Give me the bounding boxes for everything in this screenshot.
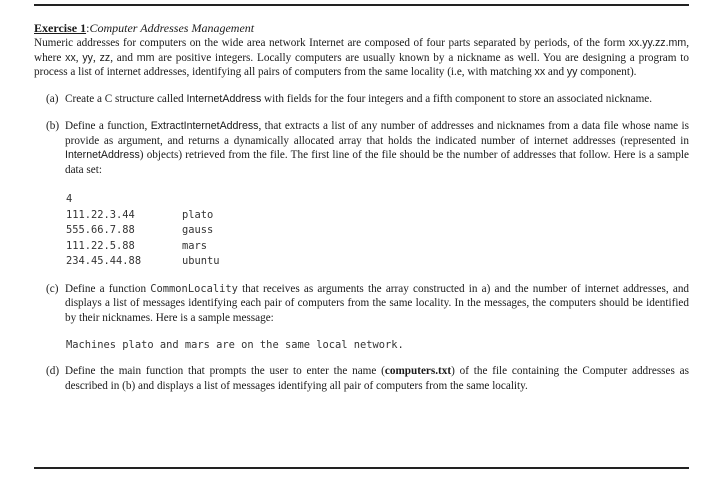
- item-c: [34, 282, 689, 326]
- item-text: with fields for the four integers and a fifth component to store an associated nickname.: [261, 92, 653, 105]
- exercise-topic: Computer Addresses Management: [89, 21, 255, 35]
- data-row: [66, 239, 689, 255]
- field-xx: xx: [534, 66, 546, 78]
- field-yy: yy: [566, 66, 578, 78]
- intro-text: Numeric addresses for computers on the wide area network Internet are composed of four parts separated by periods, of the form: [34, 37, 629, 49]
- item-text: Define a function,: [65, 120, 151, 132]
- field-mm: mm: [136, 51, 155, 64]
- data-address: 111.22.3.44: [66, 208, 135, 221]
- intro-text: are positive integers. Locally computers are usually known by a nickname as well. You are designing a program to process a list of internet addresses, identifying all pairs of computers from the same locality (i.e, with matching: [34, 51, 689, 78]
- item-text: Define the main function that prompts the user to enter the name (: [65, 365, 385, 377]
- item-b: [34, 119, 689, 177]
- intro-text: component).: [577, 66, 637, 78]
- sample-data-set: [34, 192, 689, 270]
- data-nickname: ubuntu: [182, 255, 220, 267]
- item-text: , that extracts a list of any number of addresses and nicknames from a data file whose name is provide as argument, and returns a dynamically allocated array that holds the indicated number of internet addresses (represented in: [65, 120, 689, 147]
- item-letter: (c): [46, 282, 59, 295]
- item-a: [34, 92, 689, 107]
- field-zz: zz: [99, 51, 111, 64]
- title-separator: :: [86, 21, 90, 35]
- item-text: ) objects) retrieved from the file. The first line of the file should be the number of addresses that follow. Here is a sample data set:: [65, 149, 689, 176]
- exercise-title: [34, 20, 689, 36]
- sample-count: 4: [66, 193, 73, 205]
- data-address: 234.45.44.88: [66, 255, 142, 267]
- item-text: Create a C structure called: [65, 92, 187, 105]
- address-format: xx.yy.zz.mm: [628, 37, 687, 49]
- data-address: 555.66.7.88: [66, 224, 135, 236]
- data-row: [66, 223, 689, 239]
- top-rule: [34, 4, 689, 6]
- intro-text: and: [545, 66, 567, 78]
- data-nickname: mars: [182, 239, 208, 252]
- struct-name: InternetAddress: [65, 149, 140, 161]
- file-name: computers.txt: [384, 365, 452, 377]
- item-d: [34, 364, 689, 393]
- item-letter: (b): [46, 120, 60, 132]
- sample-message: Machines plato and mars are on the same local network.: [66, 339, 404, 351]
- item-letter: (a): [46, 92, 59, 105]
- exercise-label: Exercise 1: [34, 21, 87, 35]
- function-name: ExtractInternetAddress: [150, 120, 259, 132]
- field-yy: yy: [82, 51, 93, 64]
- data-nickname: plato: [182, 208, 214, 221]
- intro-text: , where: [34, 37, 689, 64]
- data-row: [66, 208, 689, 224]
- data-nickname: gauss: [182, 224, 214, 236]
- item-text: that receives as arguments the array constructed in a) and the number of internet addresses, and displays a list of messages identifying each pair of computers from the same locality. In the messages, the computers should be identified by their nicknames. Here is a sample message:: [65, 282, 690, 324]
- exercise-document: [34, 20, 689, 393]
- struct-name: InternetAddress: [186, 92, 262, 105]
- data-row: [66, 254, 689, 270]
- item-text: Define a function: [65, 282, 151, 295]
- item-text: ) of the file containing the Computer addresses as described in (b) and displays a list of messages identifying all pair of computers from the same locality.: [65, 365, 689, 392]
- intro-text: , and: [110, 51, 137, 64]
- item-letter: (d): [46, 365, 60, 377]
- intro-paragraph: [34, 36, 689, 80]
- field-xx: xx: [65, 51, 76, 64]
- intro-text: ,: [75, 51, 83, 64]
- data-address: 111.22.5.88: [66, 239, 135, 252]
- bottom-rule: [34, 467, 689, 469]
- function-name: CommonLocality: [150, 282, 238, 295]
- intro-text: ,: [92, 51, 100, 64]
